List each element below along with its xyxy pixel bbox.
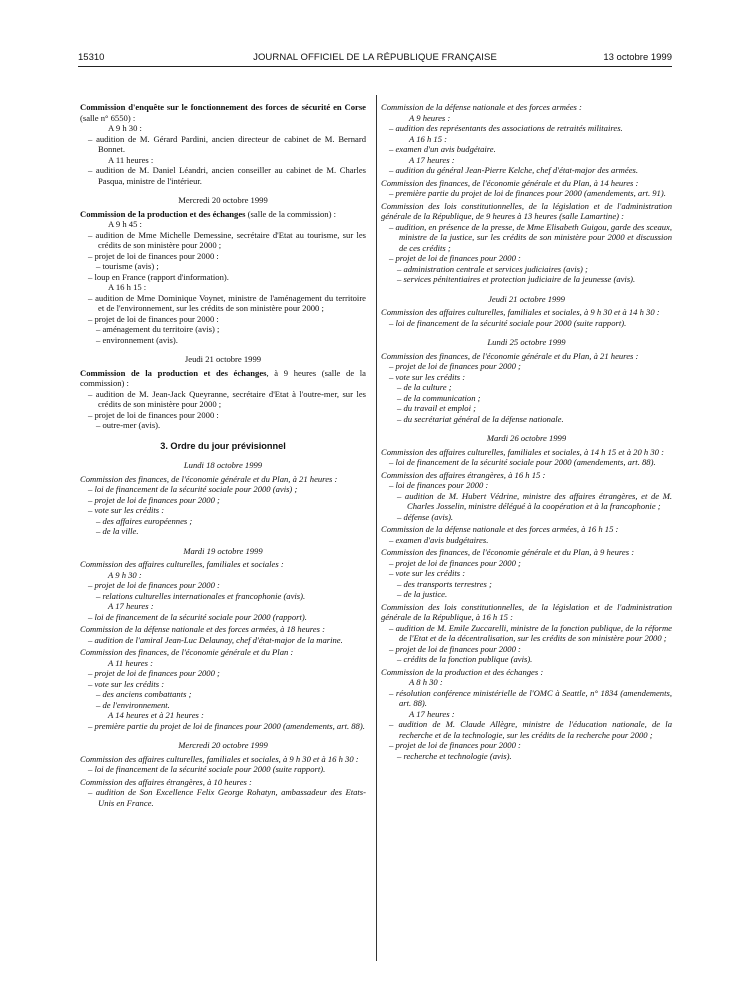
agenda-item: – projet de loi de finances pour 2000 ; — [389, 361, 521, 371]
commission-details: (salle n° 6550) : — [80, 112, 136, 123]
commission-details: (salle de la commission) : — [245, 208, 336, 219]
commission-heading: Commission des finances, de l'économie générale et du Plan, à 14 heures : — [381, 177, 639, 188]
commission-heading: Commission des finances, de l'économie générale et du Plan : — [80, 647, 294, 657]
agenda-item: – audition de M. Gérard Pardini, ancien directeur de cabinet de M. Bernard Bonnet. — [88, 133, 366, 154]
commission-heading: Commission des affaires culturelles, familiales et sociales, à 9 h 30 et à 16 h 30 : — [80, 753, 359, 764]
agenda-subitem: – défense (avis). — [397, 511, 454, 522]
date-heading: Lundi 18 octobre 1999 — [183, 460, 263, 470]
commission-heading: Commission des affaires culturelles, familiales et sociales, à 9 h 30 et à 14 h 30 : — [381, 307, 660, 317]
commission-heading: Commission des finances, de l'économie générale et du Plan, à 21 heures : — [80, 473, 338, 484]
agenda-subitem: – crédits de la fonction publique (avis). — [397, 654, 533, 664]
agenda-subitem: – des anciens combattants ; — [96, 689, 192, 699]
agenda-item: – audition des représentants des associations de retraités militaires. — [389, 123, 623, 133]
commission-heading: Commission de la production et des échanges : — [381, 666, 544, 677]
agenda-item: – loup en France (rapport d'information). — [88, 271, 229, 282]
date-heading: Jeudi 21 octobre 1999 — [184, 354, 262, 364]
agenda-subitem: – outre-mer (avis). — [96, 420, 161, 430]
agenda-item: – audition du général Jean-Pierre Kelche, chef d'état-major des armées. — [389, 165, 639, 175]
agenda-item: – examen d'avis budgétaires. — [389, 534, 489, 545]
agenda-subitem: – de la communication ; — [397, 392, 481, 403]
agenda-subitem: – de la ville. — [96, 526, 139, 536]
commission-heading — [80, 209, 366, 220]
commission-name: Commission d'enquête sur le fonctionnement des forces de sécurité en Corse — [80, 102, 366, 112]
time-label: A 17 heures : — [108, 601, 154, 611]
agenda-item: – audition de M. Jean-Jack Queyranne, secrétaire d'Etat à l'outre-mer, sur les crédits de son ministère pour 2000 ; — [88, 388, 366, 409]
agenda-item: – audition de M. Daniel Léandri, ancien conseiller au cabinet de M. Charles Pasqua, ministre de l'intérieur. — [88, 165, 366, 186]
agenda-item: – projet de loi de finances pour 2000 : — [389, 740, 521, 750]
time-label: A 8 h 30 : — [409, 677, 443, 687]
agenda-item: – projet de loi de finances pour 2000 : — [88, 250, 219, 261]
agenda-subitem: – de la justice. — [397, 589, 448, 599]
agenda-item: – vote sur les crédits : — [389, 371, 466, 382]
agenda-subitem: – relations culturelles internationales et francophonie (avis). — [96, 590, 306, 601]
agenda-item: – audition de M. Claude Allègre, ministre de l'éducation nationale, de la recherche et de la technologie, sur les crédits de la recherche pour 2000 ; — [389, 719, 672, 740]
commission-details: , à 9 heures (salle de la commission) : — [80, 367, 366, 388]
time-label: A 17 heures : — [409, 708, 455, 719]
agenda-item: – audition de Mme Michelle Demessine, secrétaire d'Etat au tourisme, sur les crédits de son ministère pour 2000 ; — [88, 229, 366, 250]
agenda-subitem: – du secrétariat général de la défense nationale. — [397, 413, 564, 424]
page-header — [78, 52, 672, 66]
agenda-item: – loi de financement de la sécurité sociale pour 2000 (avis) ; — [88, 484, 298, 494]
agenda-subitem: – des transports terrestres ; — [397, 578, 492, 589]
date-heading: Mardi 19 octobre 1999 — [183, 545, 263, 556]
agenda-subitem: – aménagement du territoire (avis) ; — [96, 324, 220, 334]
commission-name: Commission de la production et des échanges — [80, 367, 267, 378]
agenda-subitem: – du travail et emploi ; — [397, 403, 477, 413]
time-label: A 9 h 30 : — [108, 123, 142, 133]
time-label: A 9 h 45 : — [108, 219, 142, 229]
agenda-item: – projet de loi de finances pour 2000 ; — [389, 557, 521, 568]
agenda-item: – projet de loi de finances pour 2000 ; — [88, 668, 220, 678]
column-divider — [376, 95, 377, 961]
agenda-subitem: – services pénitentiaires et protection judiciaire de la jeunesse (avis). — [397, 274, 636, 284]
agenda-item: – projet de loi de finances pour 2000 ; — [88, 494, 220, 505]
time-label: A 11 heures : — [108, 657, 153, 668]
header-rule — [78, 66, 672, 67]
agenda-item: – loi de financement de la sécurité sociale pour 2000 (rapport). — [88, 611, 307, 622]
header-date: 13 octobre 1999 — [603, 52, 672, 63]
agenda-item: – audition de Mme Dominique Voynet, ministre de l'aménagement du territoire et de l'environnement, sur les crédits de son ministère pour 2000 ; — [88, 292, 366, 313]
agenda-item: – vote sur les crédits : — [88, 505, 165, 515]
time-label: A 16 h 15 : — [409, 133, 448, 144]
agenda-item: – audition, en présence de la presse, de Mme Elisabeth Guigou, garde des sceaux, ministre de la justice, sur les crédits de son ministère pour 2000 et discussion de ces crédits ; — [389, 221, 672, 253]
agenda-item: – vote sur les crédits : — [88, 678, 165, 689]
agenda-subitem: – tourisme (avis) ; — [96, 261, 159, 271]
agenda-subitem: – de l'environnement. — [96, 699, 170, 710]
date-heading: Jeudi 21 octobre 1999 — [488, 293, 565, 304]
agenda-subitem: – audition de M. Hubert Védrine, ministre des affaires étrangères, et de M. Charles Josselin, ministre délégué à la coopération et à la francophonie ; — [397, 490, 672, 511]
agenda-item: – examen d'un avis budgétaire. — [389, 144, 496, 154]
agenda-item: – loi de financement de la sécurité sociale pour 2000 (suite rapport). — [88, 764, 326, 774]
time-label: A 14 heures et à 21 heures : — [108, 710, 204, 720]
commission-heading: Commission des lois constitutionnelles, de la législation et de l'administration générale de la République, à 16 h 15 : — [381, 601, 672, 622]
agenda-item: – audition de M. Emile Zuccarelli, ministre de la fonction publique, de la réforme de l'Etat et de la décentralisation, sur les crédits de son ministère pour 2000 ; — [389, 622, 672, 643]
agenda-item: – loi de financement de la sécurité sociale pour 2000 (amendements, art. 88). — [389, 457, 656, 467]
commission-heading: Commission des affaires culturelles, familiales et sociales, à 14 h 15 et à 20 h 30 : — [381, 446, 664, 457]
agenda-item: – vote sur les crédits : — [389, 568, 466, 578]
agenda-item: – loi de finances pour 2000 : — [389, 480, 489, 490]
date-heading: Mercredi 20 octobre 1999 — [178, 195, 268, 205]
left-column — [80, 100, 366, 808]
date-heading: Mardi 26 octobre 1999 — [486, 433, 567, 443]
commission-heading: Commission de la défense nationale et des forces armées, à 18 heures : — [80, 624, 325, 634]
time-label: A 9 h 30 : — [108, 569, 142, 580]
agenda-subitem: – environnement (avis). — [96, 334, 178, 345]
agenda-item: – projet de loi de finances pour 2000 : — [389, 253, 521, 263]
commission-heading: Commission de la défense nationale et des forces armées : — [381, 102, 582, 112]
agenda-subitem: – des affaires européennes ; — [96, 515, 193, 526]
commission-heading — [80, 368, 366, 389]
time-label: A 17 heures : — [409, 154, 455, 165]
agenda-item: – audition de Son Excellence Felix George Rohatyn, ambassadeur des Etats-Unis en France. — [88, 787, 366, 808]
commission-heading: Commission des affaires culturelles, familiales et sociales : — [80, 559, 284, 569]
agenda-item: – projet de loi de finances pour 2000 : — [88, 580, 220, 590]
date-heading: Mercredi 20 octobre 1999 — [178, 740, 268, 750]
agenda-item: – première partie du projet de loi de finances pour 2000 (amendements, art. 91). — [389, 188, 666, 198]
time-label: A 9 heures : — [409, 112, 451, 123]
commission-heading: Commission des finances, de l'économie générale et du Plan, à 9 heures : — [381, 547, 635, 557]
journal-title: JOURNAL OFFICIEL DE LA RÉPUBLIQUE FRANÇAISE — [253, 52, 497, 63]
agenda-item: – résolution conférence ministérielle de l'OMC à Seattle, n° 1834 (amendements, art. 88). — [389, 687, 672, 708]
agenda-item: – loi de financement de la sécurité sociale pour 2000 (suite rapport). — [389, 317, 627, 328]
agenda-item: – projet de loi de finances pour 2000 : — [88, 409, 219, 420]
right-column — [381, 100, 672, 761]
date-heading: Lundi 25 octobre 1999 — [487, 337, 566, 347]
commission-heading: Commission des affaires étrangères, à 10 heures : — [80, 776, 252, 787]
agenda-item: – audition de l'amiral Jean-Luc Delaunay, chef d'état-major de la marine. — [88, 634, 343, 645]
agenda-subitem: – administration centrale et services judiciaires (avis) ; — [397, 263, 588, 274]
time-label: A 11 heures : — [108, 154, 154, 165]
commission-heading: Commission des finances, de l'économie générale et du Plan, à 21 heures : — [381, 350, 639, 361]
time-label: A 16 h 15 : — [108, 282, 147, 292]
agenda-subitem: – recherche et technologie (avis). — [397, 750, 512, 761]
commission-heading: Commission des lois constitutionnelles, de la législation et de l'administration générale de la République, de 9 heures à 13 heures (salle Lamartine) : — [381, 200, 672, 221]
commission-name: Commission de la production et des échanges — [80, 208, 246, 219]
commission-heading: Commission des affaires étrangères, à 16 h 15 : — [381, 469, 546, 480]
agenda-item: – projet de loi de finances pour 2000 : — [88, 313, 219, 324]
page-number: 15310 — [78, 52, 105, 63]
agenda-item: – projet de loi de finances pour 2000 : — [389, 643, 521, 654]
agenda-item: – première partie du projet de loi de finances pour 2000 (amendements, art. 88). — [88, 720, 365, 731]
agenda-subitem: – de la culture ; — [397, 382, 452, 392]
commission-heading — [80, 102, 366, 123]
section-title: 3. Ordre du jour prévisionnel — [160, 440, 286, 451]
commission-heading: Commission de la défense nationale et des forces armées, à 16 h 15 : — [381, 524, 619, 534]
